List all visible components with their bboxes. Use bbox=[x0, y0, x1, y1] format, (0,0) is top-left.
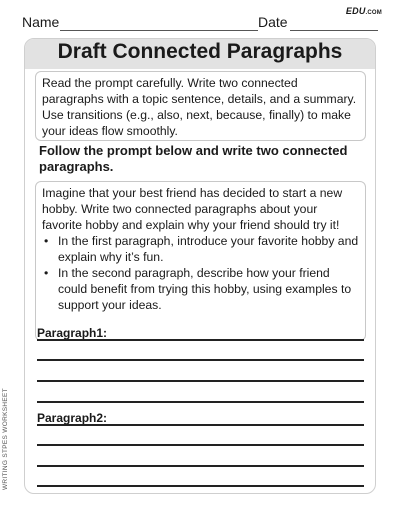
date-label: Date bbox=[258, 14, 288, 30]
title-bar bbox=[25, 39, 375, 69]
writing-line[interactable] bbox=[37, 339, 364, 341]
paragraph2-label: Paragraph2: bbox=[37, 411, 108, 425]
brand-logo bbox=[346, 6, 382, 16]
prompt-heading: Follow the prompt below and write two connected paragraphs. bbox=[39, 143, 348, 174]
instructions-box bbox=[35, 71, 366, 141]
prompt-bullets bbox=[42, 233, 359, 313]
instructions-text: Read the prompt carefully. Write two connected paragraphs with a topic sentence, details, and a summary. Use transitions (e.g., also, next, because, finally) to make your ideas flow smoothly. bbox=[42, 76, 357, 138]
side-label: WRITING STPES WORKSHEET bbox=[2, 388, 9, 490]
writing-line[interactable] bbox=[37, 485, 364, 487]
bullet-dot-icon: • bbox=[44, 266, 49, 280]
date-line[interactable] bbox=[290, 30, 378, 31]
writing-line[interactable] bbox=[37, 465, 364, 467]
worksheet-card bbox=[24, 38, 376, 494]
paragraph1-label: Paragraph1: bbox=[37, 326, 108, 340]
prompt-intro: Imagine that your best friend has decided to start a new hobby. Write two connected paragraphs about your favorite hobby and explain why your friend should try it! bbox=[42, 186, 343, 232]
name-line[interactable] bbox=[60, 30, 258, 31]
bullet-text: In the second paragraph, describe how your friend could benefit from trying this hobby, using examples to support your ideas. bbox=[58, 266, 352, 312]
name-label: Name bbox=[22, 14, 60, 30]
brand-suffix: .COM bbox=[365, 10, 382, 16]
bullet-item bbox=[42, 233, 359, 265]
writing-line[interactable] bbox=[37, 380, 364, 382]
writing-line[interactable] bbox=[37, 359, 364, 361]
bullet-dot-icon: • bbox=[44, 234, 49, 248]
writing-line[interactable] bbox=[37, 401, 364, 403]
writing-line[interactable] bbox=[37, 444, 364, 446]
header-row bbox=[22, 14, 378, 34]
worksheet-title: Draft Connected Paragraphs bbox=[57, 40, 343, 63]
writing-line[interactable] bbox=[37, 424, 364, 426]
prompt-box bbox=[35, 181, 366, 341]
bullet-item bbox=[42, 265, 359, 313]
bullet-text: In the first paragraph, introduce your favorite hobby and explain why it’s fun. bbox=[58, 234, 359, 264]
brand-main: EDU bbox=[345, 6, 366, 16]
